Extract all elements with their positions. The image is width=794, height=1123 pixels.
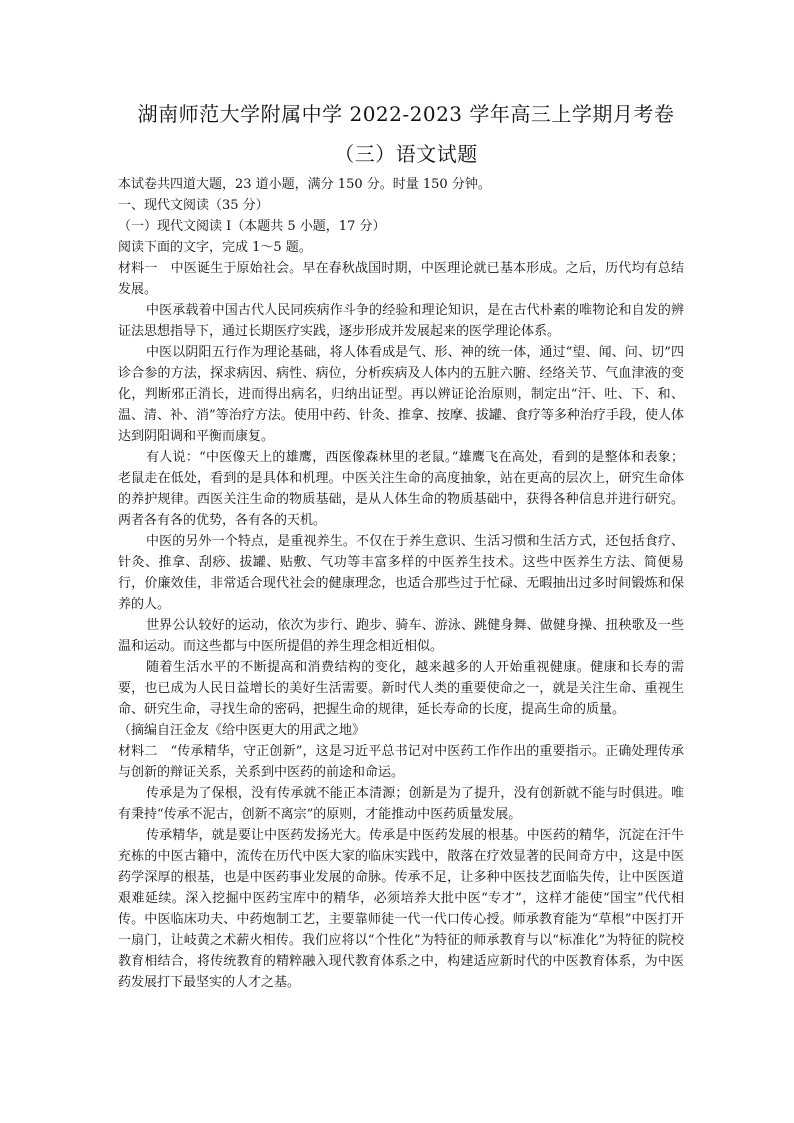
material2-label: 材料二 — [118, 744, 158, 759]
material2-paragraph-text: “传承精华，守正创新”，这是习近平总书记对中医药工作作出的重要指示。正确处理传承与创新的辩证关系，关系到中医药的前途和命运。 — [118, 744, 684, 780]
exam-instructions: 本试卷共四道大题，23 道小题，满分 150 分。时量 150 分钟。 — [118, 177, 491, 192]
material1-paragraph — [118, 258, 684, 300]
subsection-heading: （一）现代文阅读 I（本题共 5 小题，17 分） — [118, 219, 386, 234]
section-heading: 一、现代文阅读（35 分） — [118, 198, 269, 213]
material1-paragraph: 有人说：“中医像天上的雄鹰，西医像森林里的老鼠。”雄鹰飞在高处，看到的是整体和表象；老鼠走在低处，看到的是具体和机理。中医关注生命的高度抽象，站在更高的层次上，研究生命体的养护规律。西医关注生命的物质基础，是从人体生命的物质基础中，获得各种信息并进行研究。两者各有各的优势，各有各的天机。 — [118, 450, 684, 528]
exam-title-line2: （三）语文试题 — [334, 142, 478, 166]
reading-instruction: 阅读下面的文字，完成 1～5 题。 — [118, 240, 312, 255]
material2-paragraph — [118, 741, 684, 783]
material1-paragraph: 中医的另外一个特点，是重视养生。不仅在于养生意识、生活习惯和生活方式，还包括食疗、针灸、推拿、刮痧、拔罐、贴敷、气功等丰富多样的中医养生技术。这些中医养生方法、简便易行，价廉效佳，非常适合现代社会的健康理念，也适合那些过于忙碌、无暇抽出过多时间锻炼和保养的人。 — [118, 534, 684, 612]
material1-paragraph: 中医承载着中国古代人民同疾病作斗争的经验和理论知识，是在古代朴素的唯物论和自发的辨证法思想指导下，通过长期医疗实践，逐步形成并发展起来的医学理论体系。 — [118, 303, 684, 339]
material1-paragraph-text: 中医诞生于原始社会。早在春秋战国时期，中医理论就已基本形成。之后，历代均有总结发展。 — [118, 261, 684, 297]
exam-page — [118, 96, 684, 993]
material1-paragraph: 世界公认较好的运动，依次为步行、跑步、骑车、游泳、跳健身舞、做健身操、扭秧歌及一些温和运动。而这些都与中医所提倡的养生理念相近相似。 — [118, 618, 684, 654]
exam-title-line1: 湖南师范大学附属中学 2022-2023 学年高三上学期月考卷 — [137, 102, 675, 126]
material2-paragraph: 传承是为了保根，没有传承就不能正本清源；创新是为了提升，没有创新就不能与时俱进。唯有秉持“传承不泥古，创新不离宗”的原则，才能推动中医药质量发展。 — [118, 786, 684, 822]
material1-paragraph: 中医以阴阳五行作为理论基础，将人体看成是气、形、神的统一体，通过“望、闻、问、切”四诊合参的方法，探求病因、病性、病位，分析疾病及人体内的五脏六腑、经络关节、气血津液的变化，判断邪正消长，进而得出病名，归纳出证型。再以辨证论治原则，制定出“汗、吐、下、和、温、清、补、消”等治疗方法。使用中药、针灸、推拿、按摩、拔罐、食疗等多种治疗手段，使人体达到阴阳调和平衡而康复。 — [118, 345, 684, 444]
material1-source: （摘编自汪金友《给中医更大的用武之地》 — [118, 723, 366, 738]
material1-paragraph: 随着生活水平的不断提高和消费结构的变化，越来越多的人开始重视健康。健康和长寿的需要，也已成为人民日益增长的美好生活需要。新时代人类的重要使命之一，就是关注生命、重视生命、研究生命，寻找生命的密码，把握生命的规律，延长寿命的长度，提高生命的质量。 — [118, 660, 684, 717]
material2-paragraph: 传承精华，就是要让中医药发扬光大。传承是中医药发展的根基。中医药的精华，沉淀在汗牛充栋的中医古籍中，流传在历代中医大家的临床实践中，散落在疗效显著的民间奇方中，这是中医药学深厚的根基，也是中医药事业发展的命脉。传承不足，让多种中医技艺面临失传，让中医医道艰难延续。深入挖掘中医药宝库中的精华，必须培养大批中医“专才”，这样才能使“国宝”代代相传。中医临床功夫、中药炮制工艺，主要靠师徒一代一代口传心授。师承教育能为“草根”中医打开一扇门，让岐黄之术薪火相传。我们应将以“个性化”为特征的师承教育与以“标准化”为特征的院校教育相结合，将传统教育的精粹融入现代教育体系之中，构建适应新时代的中医教育体系，为中医药发展打下最坚实的人才之基。 — [118, 828, 684, 990]
material1-label: 材料一 — [118, 261, 158, 276]
